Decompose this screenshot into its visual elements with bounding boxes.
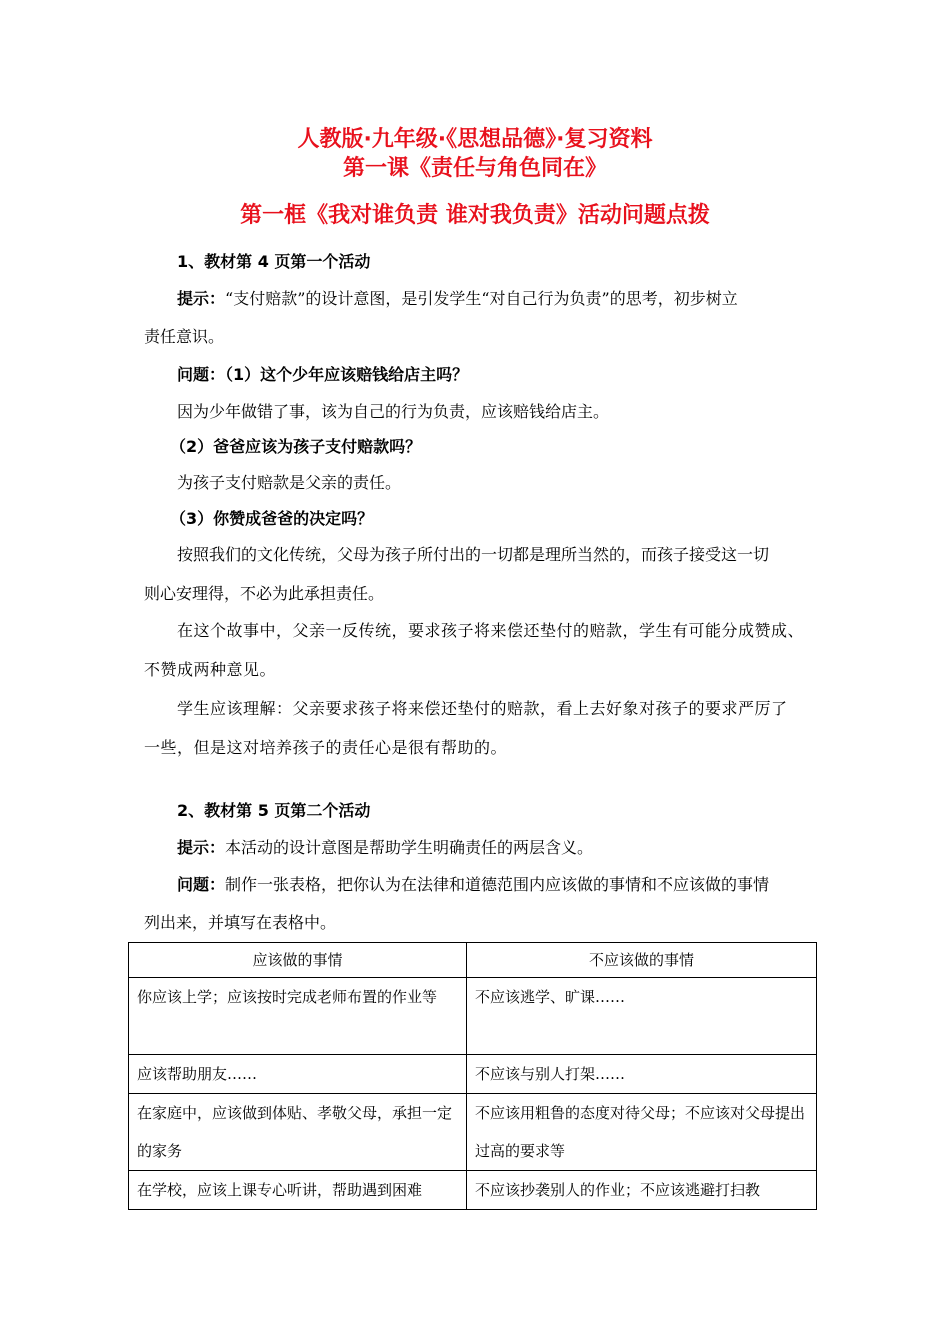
question-text: 制作一张表格，把你认为在法律和道德范围内应该做的事情和不应该做的事情: [225, 875, 770, 894]
activity1-answer3-line6: 一些，但是这对培养孩子的责任心是很有帮助的。: [144, 738, 508, 757]
activity1-question2: （2）爸爸应该为孩子支付赔款吗？: [170, 437, 422, 456]
activity2-question: [177, 875, 769, 895]
table-cell: 不应该逃学、旷课……: [467, 978, 817, 1055]
table-cell: 应该帮助朋友……: [129, 1055, 467, 1094]
question1-text: （1）这个少年应该赔钱给店主吗？: [225, 365, 469, 384]
activity1-answer3-line5: 学生应该理解：父亲要求孩子将来偿还垫付的赔款，看上去好象对孩子的要求严厉了: [177, 699, 788, 718]
hint-text: 本活动的设计意图是帮助学生明确责任的两层含义。: [225, 838, 594, 857]
duties-table: [128, 942, 817, 1210]
activity1-hint: [177, 289, 738, 309]
table-header-should-not: 不应该做的事情: [467, 943, 817, 978]
table-row: [129, 1055, 817, 1094]
table-header-row: [129, 943, 817, 978]
table-cell: 不应该抄袭别人的作业；不应该逃避打扫教: [467, 1171, 817, 1210]
table-cell: 不应该用粗鲁的态度对待父母；不应该对父母提出过高的要求等: [467, 1094, 817, 1171]
activity2-heading: 2、教材第 5 页第二个活动: [177, 801, 371, 820]
lesson-title: 第一课《责任与角色同在》: [342, 156, 607, 181]
activity2-hint: [177, 838, 593, 858]
table-row: [129, 1094, 817, 1171]
document-title: 人教版·九年级·《思想品德》·复习资料: [297, 127, 653, 152]
activity1-heading: 1、教材第 4 页第一个活动: [177, 252, 371, 271]
table-cell: 不应该与别人打架……: [467, 1055, 817, 1094]
activity1-answer2: 为孩子支付赔款是父亲的责任。: [177, 473, 402, 492]
activity1-question1: [177, 365, 468, 385]
hint-text: “支付赔款”的设计意图，是引发学生“对自己行为负责”的思考，初步树立: [225, 289, 738, 308]
table-row: [129, 978, 817, 1055]
table-cell: 在学校，应该上课专心听讲，帮助遇到困难: [129, 1171, 467, 1210]
activity1-hint-cont: 责任意识。: [144, 327, 225, 346]
table-cell: 在家庭中，应该做到体贴、孝敬父母，承担一定的家务: [129, 1094, 467, 1171]
question-label: 问题：: [177, 875, 226, 894]
section-title: 第一框《我对谁负责 谁对我负责》活动问题点拨: [240, 203, 710, 228]
activity1-answer3-line3: 在这个故事中，父亲一反传统，要求孩子将来偿还垫付的赔款，学生有可能分成赞成、: [177, 621, 805, 640]
hint-label: 提示：: [177, 289, 226, 308]
activity1-answer3-line2: 则心安理得，不必为此承担责任。: [144, 584, 385, 603]
table-cell: 你应该上学；应该按时完成老师布置的作业等: [129, 978, 467, 1055]
table-header-should: 应该做的事情: [129, 943, 467, 978]
activity1-answer1: 因为少年做错了事，该为自己的行为负责，应该赔钱给店主。: [177, 402, 610, 421]
activity1-answer3-line4: 不赞成两种意见。: [144, 660, 277, 679]
table-row: [129, 1171, 817, 1210]
question-label: 问题：: [177, 365, 226, 384]
hint-label: 提示：: [177, 838, 226, 857]
activity2-question-cont: 列出来，并填写在表格中。: [144, 913, 337, 932]
activity1-question3: （3）你赞成爸爸的决定吗？: [170, 509, 374, 528]
activity1-answer3-line1: 按照我们的文化传统，父母为孩子所付出的一切都是理所当然的，而孩子接受这一切: [177, 545, 770, 564]
